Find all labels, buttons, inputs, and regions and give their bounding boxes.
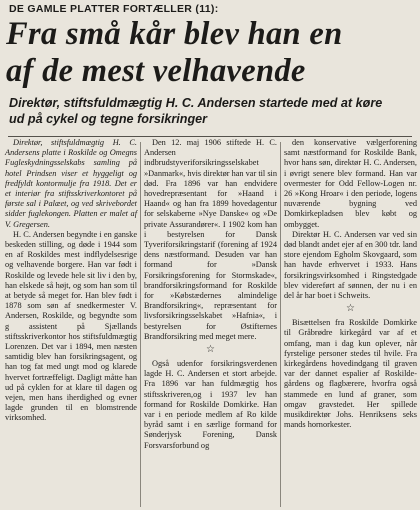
photo-caption-paragraph: Direktør, stiftsfuldmægtig H. C. Andersens platte i Roskilde og Omegns Fugleskydningsselskabs samling på hotel Prindsen viser et hyggeligt og fredfyldt kontormulje fra 1918. Det er et interiør fra stiftsskriverkontoret på første sal i Palæet, og ved skrivebordet sidder fuglekongen. Platten er malet af V. Gregersen. (5, 138, 137, 229)
article-column-1 (5, 138, 137, 424)
subheading-line-1: Direktør, stiftsfuldmægtig H. C. Andersen startede med at køre (9, 96, 383, 110)
column-divider-2 (280, 142, 281, 507)
body-paragraph: Bisættelsen fra Roskilde Domkirke til Gråbrødre kirkegård var af et omfang, man i dag kun oplever, når fyrstelige personer stedes til hvile. Fra kirkegårdens hovedindgang til graven var der dannet espalier af Roskilde-gårdens og flagbærere, hvorfra også stammede en lund af graner, som omgav gravstedet. Her spillede musikdirektør Johs. Henriksens seks mands hornorkester. (284, 318, 417, 430)
section-star-icon: ☆ (206, 344, 215, 356)
subheading-line-2: ud på cykel og tegne forsikringer (9, 112, 208, 126)
headline (6, 16, 416, 90)
body-paragraph: Direktør H. C. Andersen var ved sin død blandt andet ejer af en 300 tdr. land store ejendom Egholm Skovgaard, som han havde erhvervet i 1933. Hans forsikringsvirksomhed i Ringstedgade blev videreført af sønnen, der nu i en del år har boet i Schweits. (284, 229, 417, 301)
article-column-3 (284, 138, 417, 430)
article-column-2 (144, 138, 277, 451)
subheading (9, 95, 414, 127)
body-paragraph: den konservative vælgerforening samt næstformand for Roskilde Bank, hvor hans søn, direktør H. C. Andersen, i øvrigt senere blev formand. Han var overmester for Odd Fellow-Logen nr. 26 »Kong Hroar« i den periode, logens nuværende bygning ved Domkirkepladsen blev købt og ombygget. (284, 138, 417, 229)
body-paragraph: Også udenfor forsikringsverdenen lagde H. C. Andersen et stort arbejde. Fra 1896 var han fuldmægtig hos stiftsskriveren,og i 1937 lev han formand for Roskilde Domkirke. Han var i en periode medlem af Ro kilde byråd samt i en særlige formand for Sønderjysk Forening, Dansk Forsvarsforbund og (144, 359, 277, 450)
headline-line-2: af de mest velhavende (6, 53, 306, 89)
header-rule (8, 136, 412, 137)
headline-line-1: Fra små kår blev han en (6, 16, 343, 52)
body-paragraph: H. C. Andersen begyndte i en ganske beskeden stilling, og døde i 1944 som en af Roskildes mest indflydelsesrige og velhavende borgere. Han var født i Roskilde og levede hele sit liv i den by, han elskede så højt, og som han som til at betyde så meget for. Han blev født i 1878 som søn af snedkermester V. Andersen, Roskilde, og begyndte som g assistent på Sjællands stiftsskriverkontor hos stiftsfuldmægtig Lorenzen. Det var i 1894, men næsten samtidig blev han forsikringsagent, og han tog fat med ungt mod og klarede hvervet fortræffeligt. Dagligt måtte han ud på cyklen for at klare til dagen og vejen, men hans iherdighed og evner lagde grunden til en blomstrende virksomhed. (5, 229, 137, 423)
column-divider-1 (140, 142, 141, 507)
series-kicker: DE GAMLE PLATTER FORTÆLLER (11): (9, 3, 219, 15)
body-paragraph: Den 12. maj 1906 stiftede H. C. Andersen indbrudstyveriforsikringsselskabet »Danmark«, hvis direktør han var til sin død. Fra 1896 var han endvidere hovedrepræsentant for »Haand i Haand« og han fra 1899 hovedagentur for selskaberne »Nye Danske« og »De private Assurandører«. I 1902 kom han i bestyrelsen for Dansk Tyveriforsikringstarif (forening af 1924 dens næstformand. Desuden var han formand for »Dansk Forsikringsforening for Stormskade«, brandforsikringsformand for Roskilde for »Købstædernes almindelige Brandforsikring«, repræsentant for livsforsikringsselskabet »Hafnia«, i bestyrelsen for Østifternes Brandforsikring med meget mere. (144, 138, 277, 341)
section-star-icon: ☆ (346, 303, 355, 315)
